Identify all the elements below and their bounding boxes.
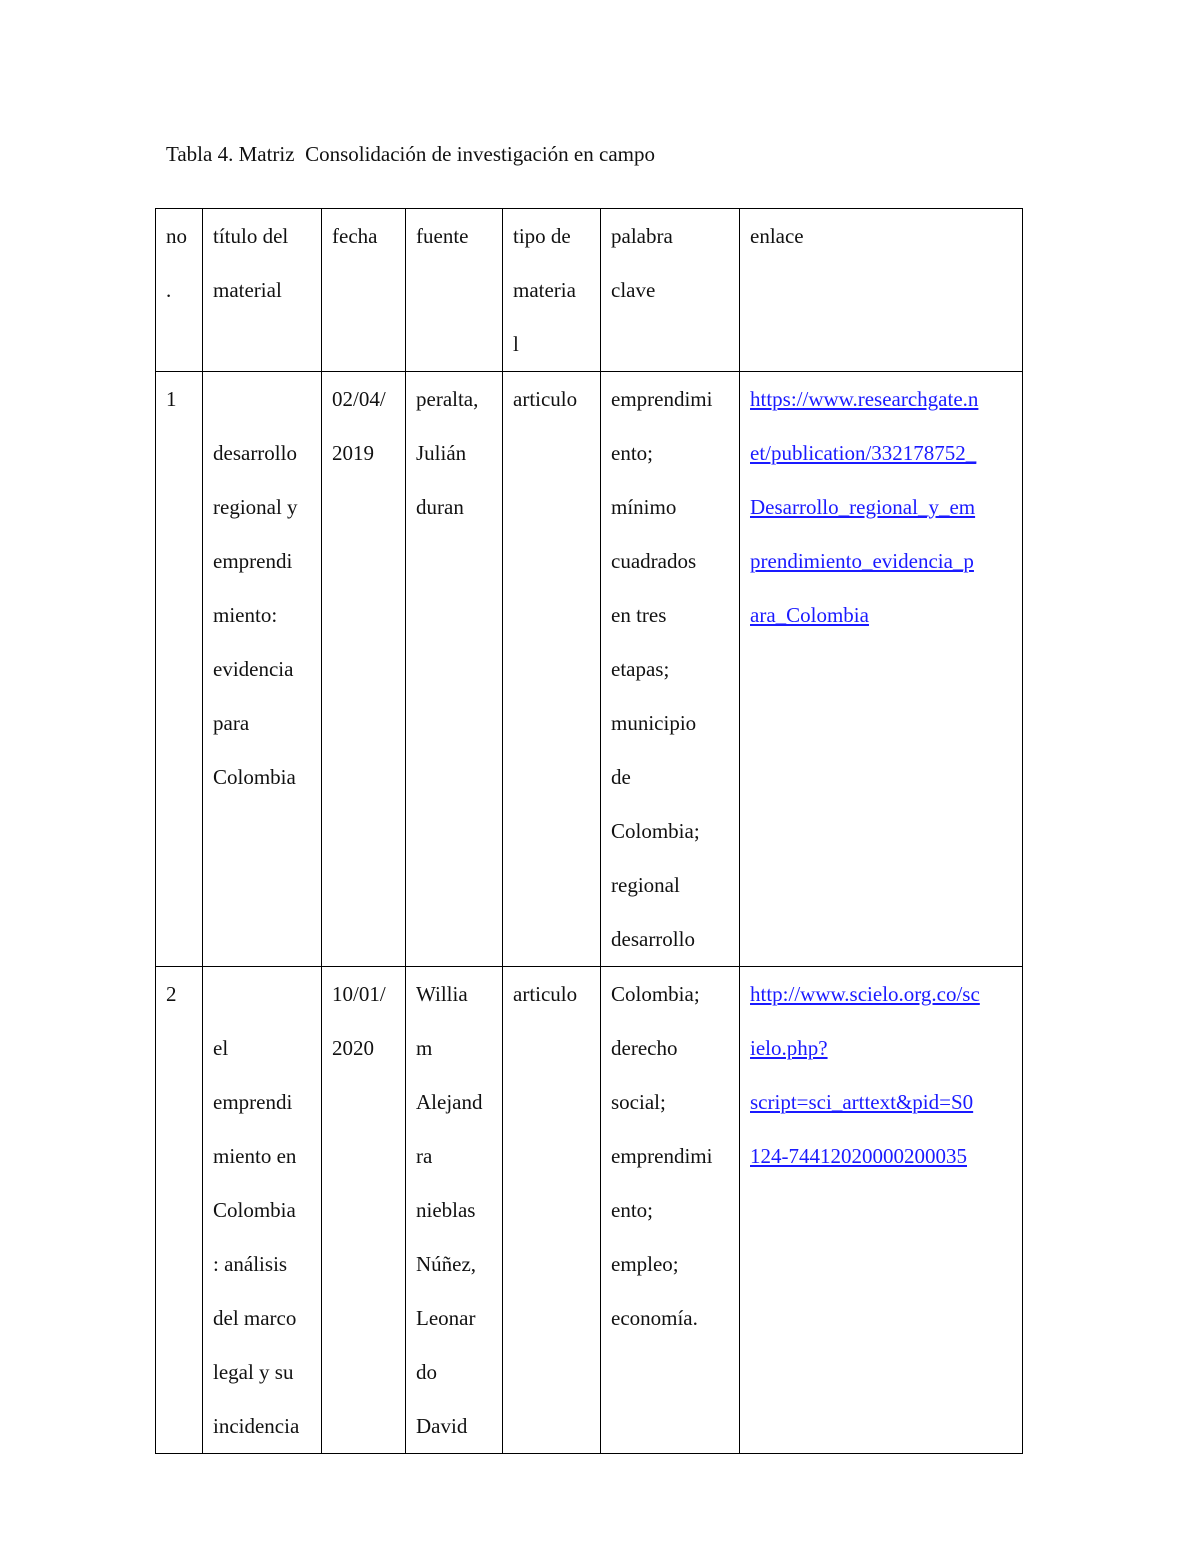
cell-line: evidencia xyxy=(213,657,294,681)
cell-line: mínimo xyxy=(611,495,677,519)
cell-line: tipo de xyxy=(513,224,571,248)
cell-line: de xyxy=(611,765,631,789)
cell-line[interactable]: https://www.researchgate.n xyxy=(750,387,979,411)
cell-line: 2 xyxy=(166,982,177,1006)
cell-line: Colombia; xyxy=(611,982,700,1006)
cell-line: m xyxy=(416,1036,433,1060)
cell-line: empleo; xyxy=(611,1252,679,1276)
cell-line: emprendi xyxy=(213,549,293,573)
cell-fecha xyxy=(322,967,406,1454)
cell-line: ento; xyxy=(611,441,653,465)
cell-line: no xyxy=(166,224,187,248)
cell-line: Colombia xyxy=(213,765,296,789)
header-tipo xyxy=(503,209,601,372)
cell-line: Colombia xyxy=(213,1198,296,1222)
cell-line: título del xyxy=(213,224,289,248)
cell-line: regional y xyxy=(213,495,298,519)
cell-line: etapas; xyxy=(611,657,670,681)
cell-line: 1 xyxy=(166,387,177,411)
cell-line xyxy=(213,372,315,426)
cell-line: ra xyxy=(416,1144,433,1168)
cell-titulo xyxy=(203,967,322,1454)
header-fecha xyxy=(322,209,406,372)
header-no xyxy=(156,209,203,372)
research-matrix-table xyxy=(155,208,1023,1454)
cell-no xyxy=(156,967,203,1454)
cell-line: economía. xyxy=(611,1306,698,1330)
cell-line: emprendimi xyxy=(611,1144,713,1168)
cell-fecha xyxy=(322,372,406,967)
cell-fuente xyxy=(406,372,503,967)
cell-line: miento en xyxy=(213,1144,297,1168)
cell-palabra-clave xyxy=(601,372,740,967)
table-row xyxy=(156,967,1023,1454)
cell-line: enlace xyxy=(750,224,804,248)
cell-line[interactable]: script=sci_arttext&pid=S0 xyxy=(750,1090,974,1114)
cell-line: municipio xyxy=(611,711,697,735)
cell-line: derecho xyxy=(611,1036,678,1060)
cell-line: 02/04/ xyxy=(332,387,386,411)
cell-line: 2019 xyxy=(332,441,374,465)
cell-line: material xyxy=(213,278,282,302)
cell-line: articulo xyxy=(513,387,578,411)
cell-line: fuente xyxy=(416,224,469,248)
cell-line: peralta, xyxy=(416,387,479,411)
cell-line: nieblas xyxy=(416,1198,476,1222)
cell-line: duran xyxy=(416,495,464,519)
cell-line: Julián xyxy=(416,441,467,465)
cell-line: del marco xyxy=(213,1306,297,1330)
cell-line: ento; xyxy=(611,1198,653,1222)
cell-line: palabra xyxy=(611,224,673,248)
cell-line[interactable]: prendimiento_evidencia_p xyxy=(750,549,974,573)
cell-line[interactable]: http://www.scielo.org.co/sc xyxy=(750,982,980,1006)
cell-line: miento: xyxy=(213,603,278,627)
cell-line: emprendi xyxy=(213,1090,293,1114)
cell-line[interactable]: Desarrollo_regional_y_em xyxy=(750,495,976,519)
header-palabra-clave xyxy=(601,209,740,372)
cell-line: Núñez, xyxy=(416,1252,477,1276)
cell-line: desarrollo xyxy=(611,927,695,951)
cell-line: materia xyxy=(513,278,576,302)
cell-line: fecha xyxy=(332,224,378,248)
cell-line xyxy=(213,967,315,1021)
header-fuente xyxy=(406,209,503,372)
cell-enlace-link[interactable] xyxy=(740,967,1023,1454)
cell-line: social; xyxy=(611,1090,666,1114)
cell-line: . xyxy=(166,278,172,302)
cell-titulo xyxy=(203,372,322,967)
cell-line[interactable]: et/publication/332178752_ xyxy=(750,441,977,465)
cell-line: Leonar xyxy=(416,1306,476,1330)
cell-line: 2020 xyxy=(332,1036,374,1060)
table-header-row xyxy=(156,209,1023,372)
cell-enlace-link[interactable] xyxy=(740,372,1023,967)
table-row xyxy=(156,372,1023,967)
cell-tipo xyxy=(503,967,601,1454)
cell-line: l xyxy=(513,332,519,356)
cell-line: emprendimi xyxy=(611,387,713,411)
cell-tipo xyxy=(503,372,601,967)
cell-line: en tres xyxy=(611,603,667,627)
cell-fuente xyxy=(406,967,503,1454)
cell-no xyxy=(156,372,203,967)
cell-palabra-clave xyxy=(601,967,740,1454)
cell-line: cuadrados xyxy=(611,549,697,573)
cell-line: desarrollo xyxy=(213,441,297,465)
cell-line: Alejand xyxy=(416,1090,483,1114)
cell-line: regional xyxy=(611,873,680,897)
cell-line: clave xyxy=(611,278,656,302)
cell-line[interactable]: ielo.php? xyxy=(750,1036,828,1060)
cell-line: articulo xyxy=(513,982,578,1006)
table-caption: Tabla 4. Matriz Consolidación de investigación en campo xyxy=(166,142,655,166)
cell-line: do xyxy=(416,1360,437,1384)
cell-line[interactable]: ara_Colombia xyxy=(750,603,869,627)
cell-line: 10/01/ xyxy=(332,982,386,1006)
cell-line: Willia xyxy=(416,982,468,1006)
cell-line[interactable]: 124-74412020000200035 xyxy=(750,1144,967,1168)
cell-line: Colombia; xyxy=(611,819,700,843)
cell-line: David xyxy=(416,1414,468,1438)
cell-line: el xyxy=(213,1036,229,1060)
header-titulo xyxy=(203,209,322,372)
cell-line: para xyxy=(213,711,250,735)
cell-line: : análisis xyxy=(213,1252,288,1276)
cell-line: incidencia xyxy=(213,1414,300,1438)
header-enlace xyxy=(740,209,1023,372)
cell-line: legal y su xyxy=(213,1360,294,1384)
